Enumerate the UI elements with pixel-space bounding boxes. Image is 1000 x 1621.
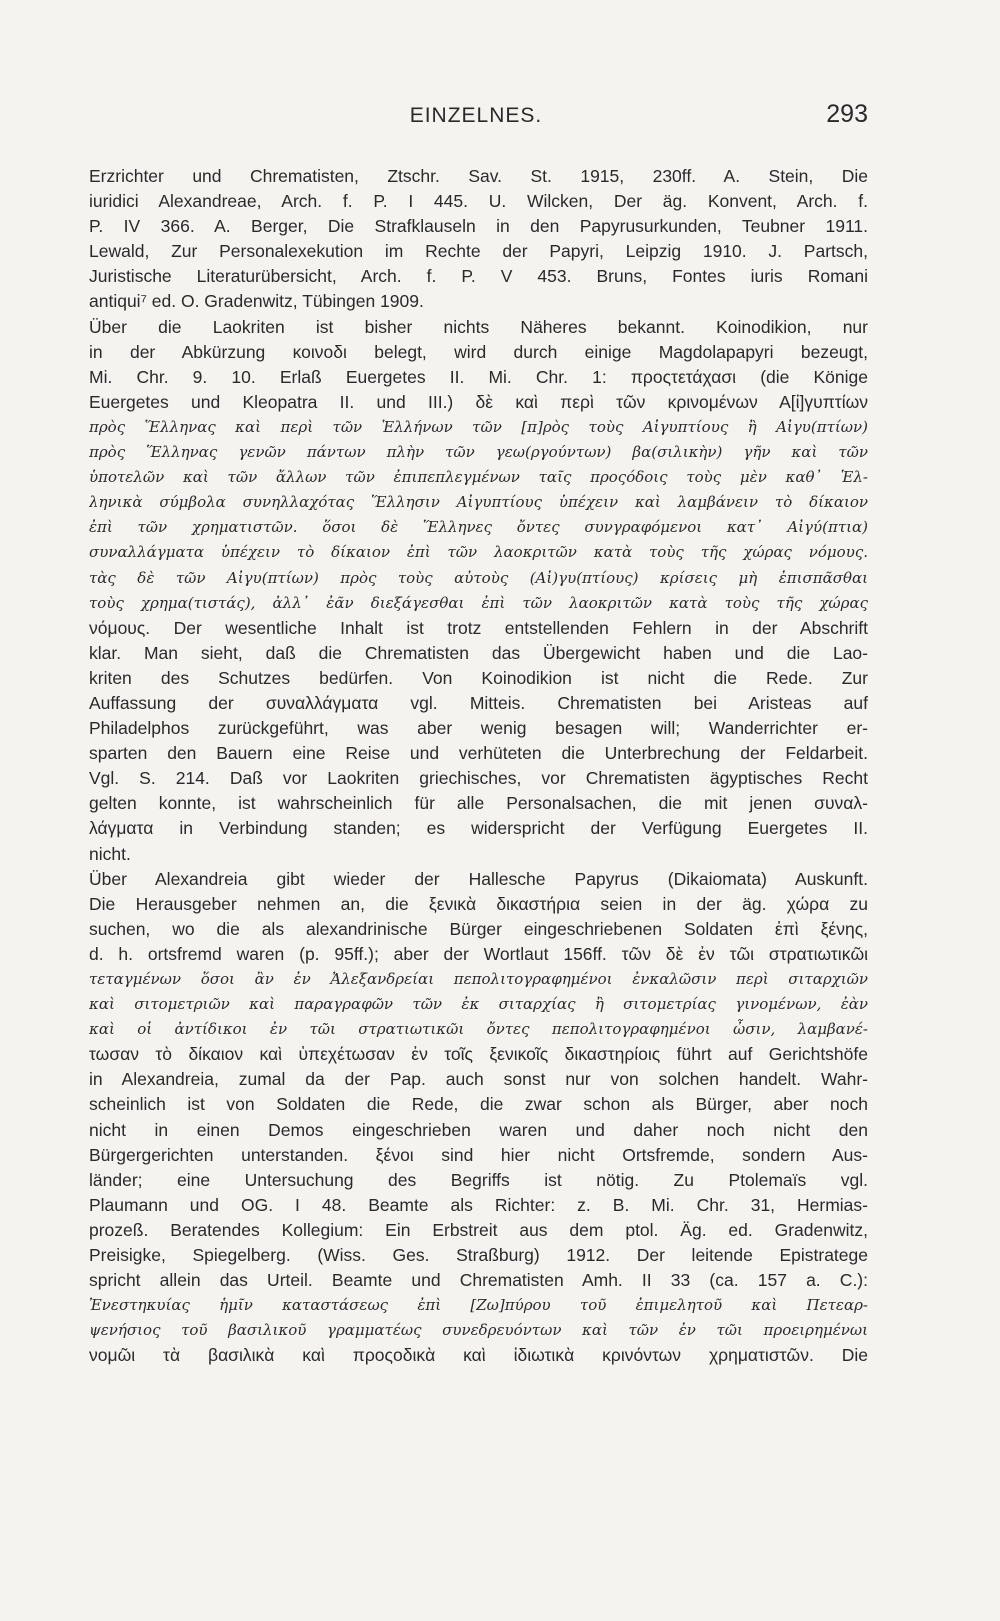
- text-line: nicht.: [89, 843, 131, 864]
- text-line: Philadelphos zurückgeführt, was aber wenig besagen will; Wanderrichter er-: [89, 718, 868, 739]
- text-line: ἐπὶ τῶν χρηματιστῶν. ὅσοι δὲ Ἕλληνες ὄντες συνγραφόμενοι κατ᾽ Αἰγύ(πτια): [89, 518, 868, 537]
- body-text: [89, 164, 868, 1369]
- text-line: τωσαν τὸ δίκαιον καὶ ὑπεχέτωσαν ἐν τοῖς ξενικοῖς δικαστηρίοις führt auf Gerichtshöfe: [89, 1044, 868, 1065]
- text-line: λάγματα in Verbindung standen; es widerspricht der Verfügung Euergetes II.: [89, 818, 868, 839]
- text-line: Juristische Literaturübersicht, Arch. f. P. V 453. Bruns, Fontes iuris Romani: [89, 266, 868, 287]
- text-line: ὑποτελῶν καὶ τῶν ἄλλων τῶν ἐπιπεπλεγμένων ταῖς προςόδοις τοὺς μὲν καθ᾽ Ἑλ-: [89, 468, 868, 487]
- text-line: πρὸς Ἕλληνας γενῶν πάντων πλὴν τῶν γεω(ργούντων) βα(σιλικὴν) γῆν καὶ τῶν: [89, 443, 868, 462]
- text-line: in der Abkürzung κοινοδι belegt, wird durch einige Magdolapapyri bezeugt,: [89, 341, 868, 362]
- text-line: καὶ οἱ ἀντίδικοι ἐν τῶι στρατιωτικῶι ὄντες πεπολιτογραφημένοι ὦσιν, λαμβανέ-: [89, 1020, 868, 1039]
- text-line: Preisigke, Spiegelberg. (Wiss. Ges. Straßburg) 1912. Der leitende Epistratege: [89, 1245, 868, 1266]
- text-line: scheinlich ist von Soldaten die Rede, die zwar schon als Bürger, aber noch: [89, 1094, 868, 1115]
- text-line: in Alexandreia, zumal da der Pap. auch sonst nur von solchen handelt. Wahr-: [89, 1069, 868, 1090]
- text-line: Ἐνεστηκυίας ἡμῖν καταστάσεως ἐπὶ [Ζω]πύρου τοῦ ἐπιμελητοῦ καὶ Πετεαρ-: [89, 1296, 868, 1315]
- text-line: antiqui⁷ ed. O. Gradenwitz, Tübingen 1909.: [89, 291, 424, 312]
- text-line: d. h. ortsfremd waren (p. 95ff.); aber der Wortlaut 156ff. τῶν δὲ ἐν τῶι στρατιωτικῶι: [89, 943, 868, 964]
- text-line: suchen, wo die als alexandrinische Bürger eingeschriebenen Soldaten ἐπὶ ξένης,: [89, 918, 868, 939]
- text-line: länder; eine Untersuchung des Begriffs ist nötig. Zu Ptolemaïs vgl.: [89, 1169, 868, 1190]
- text-line: kriten des Schutzes bedürfen. Von Koinodikion ist nicht die Rede. Zur: [89, 667, 868, 688]
- header-title: EINZELNES.: [409, 104, 543, 127]
- page-number: 293: [826, 100, 868, 128]
- text-line: Auffassung der συναλλάγματα vgl. Mitteis. Chrematisten bei Aristeas auf: [89, 692, 868, 713]
- text-line: Bürgergerichten unterstanden. ξένοι sind hier nicht Ortsfremde, sondern Aus-: [89, 1144, 868, 1165]
- text-line: πρὸς Ἕλληνας καὶ περὶ τῶν Ἑλλήνων τῶν [π]ρὸς τοὺς Αἰγυπτίους ἢ Αἰγυ(πτίων): [89, 417, 868, 436]
- text-line: Lewald, Zur Personalexekution im Rechte der Papyri, Leipzig 1910. J. Partsch,: [89, 241, 868, 262]
- text-line: P. IV 366. A. Berger, Die Strafklauseln in den Papyrusurkunden, Teubner 1911.: [89, 216, 868, 237]
- text-line: nicht in einen Demos eingeschrieben waren und daher noch nicht den: [89, 1119, 868, 1140]
- text-line: gelten konnte, ist wahrscheinlich für alle Personalsachen, die mit jenen συναλ-: [89, 793, 868, 814]
- text-line: Erzrichter und Chrematisten, Ztschr. Sav. St. 1915, 230ff. A. Stein, Die: [89, 166, 868, 186]
- text-line: ληνικὰ σύμβολα συνηλλαχότας Ἕλλησιν Αἰγυπτίους ὑπέχειν καὶ λαμβάνειν τὸ δίκαιον: [89, 493, 868, 512]
- text-line: ψενήσιος τοῦ βασιλικοῦ γραμματέως συνεδρευόντων καὶ τῶν ἐν τῶι προειρημένωι: [89, 1321, 868, 1340]
- text-line: συναλλάγματα ὑπέχειν τὸ δίκαιον ἐπὶ τῶν λαοκριτῶν κατὰ τοὺς τῆς χώρας νόμους.: [89, 543, 868, 562]
- text-line: τεταγμένων ὅσοι ἂν ἐν Ἀλεξανδρείαι πεπολιτογραφημένοι ἐνκαλῶσιν περὶ σιταρχιῶν: [89, 970, 868, 988]
- text-line: τοὺς χρημα(τιστάς), ἀλλ᾽ ἐᾶν διεξάγεσθαι ἐπὶ τῶν λαοκριτῶν κατὰ τοὺς τῆς χώρας: [89, 593, 868, 612]
- text-line: Über Alexandreia gibt wieder der Hallesche Papyrus (Dikaiomata) Auskunft.: [89, 868, 868, 889]
- text-line: Vgl. S. 214. Daß vor Laokriten griechisches, vor Chrematisten ägyptisches Recht: [89, 768, 868, 789]
- text-line: τὰς δὲ τῶν Αἰγυ(πτίων) πρὸς τοὺς αὐτοὺς (Αἰ)γυ(πτίους) κρίσεις μὴ ἐπισπᾶσθαι: [89, 568, 868, 587]
- text-line: Mi. Chr. 9. 10. Erlaß Euergetes II. Mi. Chr. 1: προςτετάχασι (die Könige: [89, 366, 868, 387]
- text-line: iuridici Alexandreae, Arch. f. P. I 445. U. Wilcken, Der äg. Konvent, Arch. f.: [89, 191, 868, 212]
- running-header: [84, 100, 868, 134]
- text-line: καὶ σιτομετριῶν καὶ παραγραφῶν τῶν ἐκ σιταρχίας ἢ σιτομετρίας γινομένων, ἐὰν: [89, 995, 868, 1014]
- text-line: Plaumann und OG. I 48. Beamte als Richter: z. B. Mi. Chr. 31, Hermias-: [89, 1194, 868, 1215]
- text-line: Über die Laokriten ist bisher nichts Näheres bekannt. Koinodikion, nur: [89, 316, 868, 337]
- text-line: Die Herausgeber nehmen an, die ξενικὰ δικαστήρια seien in der äg. χώρα zu: [89, 893, 868, 914]
- text-line: Euergetes und Kleopatra II. und III.) δὲ καὶ περὶ τῶν κρινομένων Α[ἰ]γυπτίων: [89, 391, 868, 412]
- text-line: sparten den Bauern eine Reise und verhüteten die Unterbrechung der Feldarbeit.: [89, 743, 868, 764]
- text-line: νομῶι τὰ βασιλικὰ καὶ προςοδικὰ καὶ ἰδιωτικὰ κρινόντων χρηματιστῶν. Die: [89, 1345, 868, 1366]
- text-line: prozeß. Beratendes Kollegium: Ein Erbstreit aus dem ptol. Äg. ed. Gradenwitz,: [89, 1219, 868, 1240]
- text-line: klar. Man sieht, daß die Chrematisten das Übergewicht haben und die Lao-: [89, 642, 868, 663]
- text-line: spricht allein das Urteil. Beamte und Chrematisten Amh. II 33 (ca. 157 a. C.):: [89, 1270, 868, 1291]
- text-line: νόμους. Der wesentliche Inhalt ist trotz entstellenden Fehlern in der Abschrift: [89, 617, 868, 638]
